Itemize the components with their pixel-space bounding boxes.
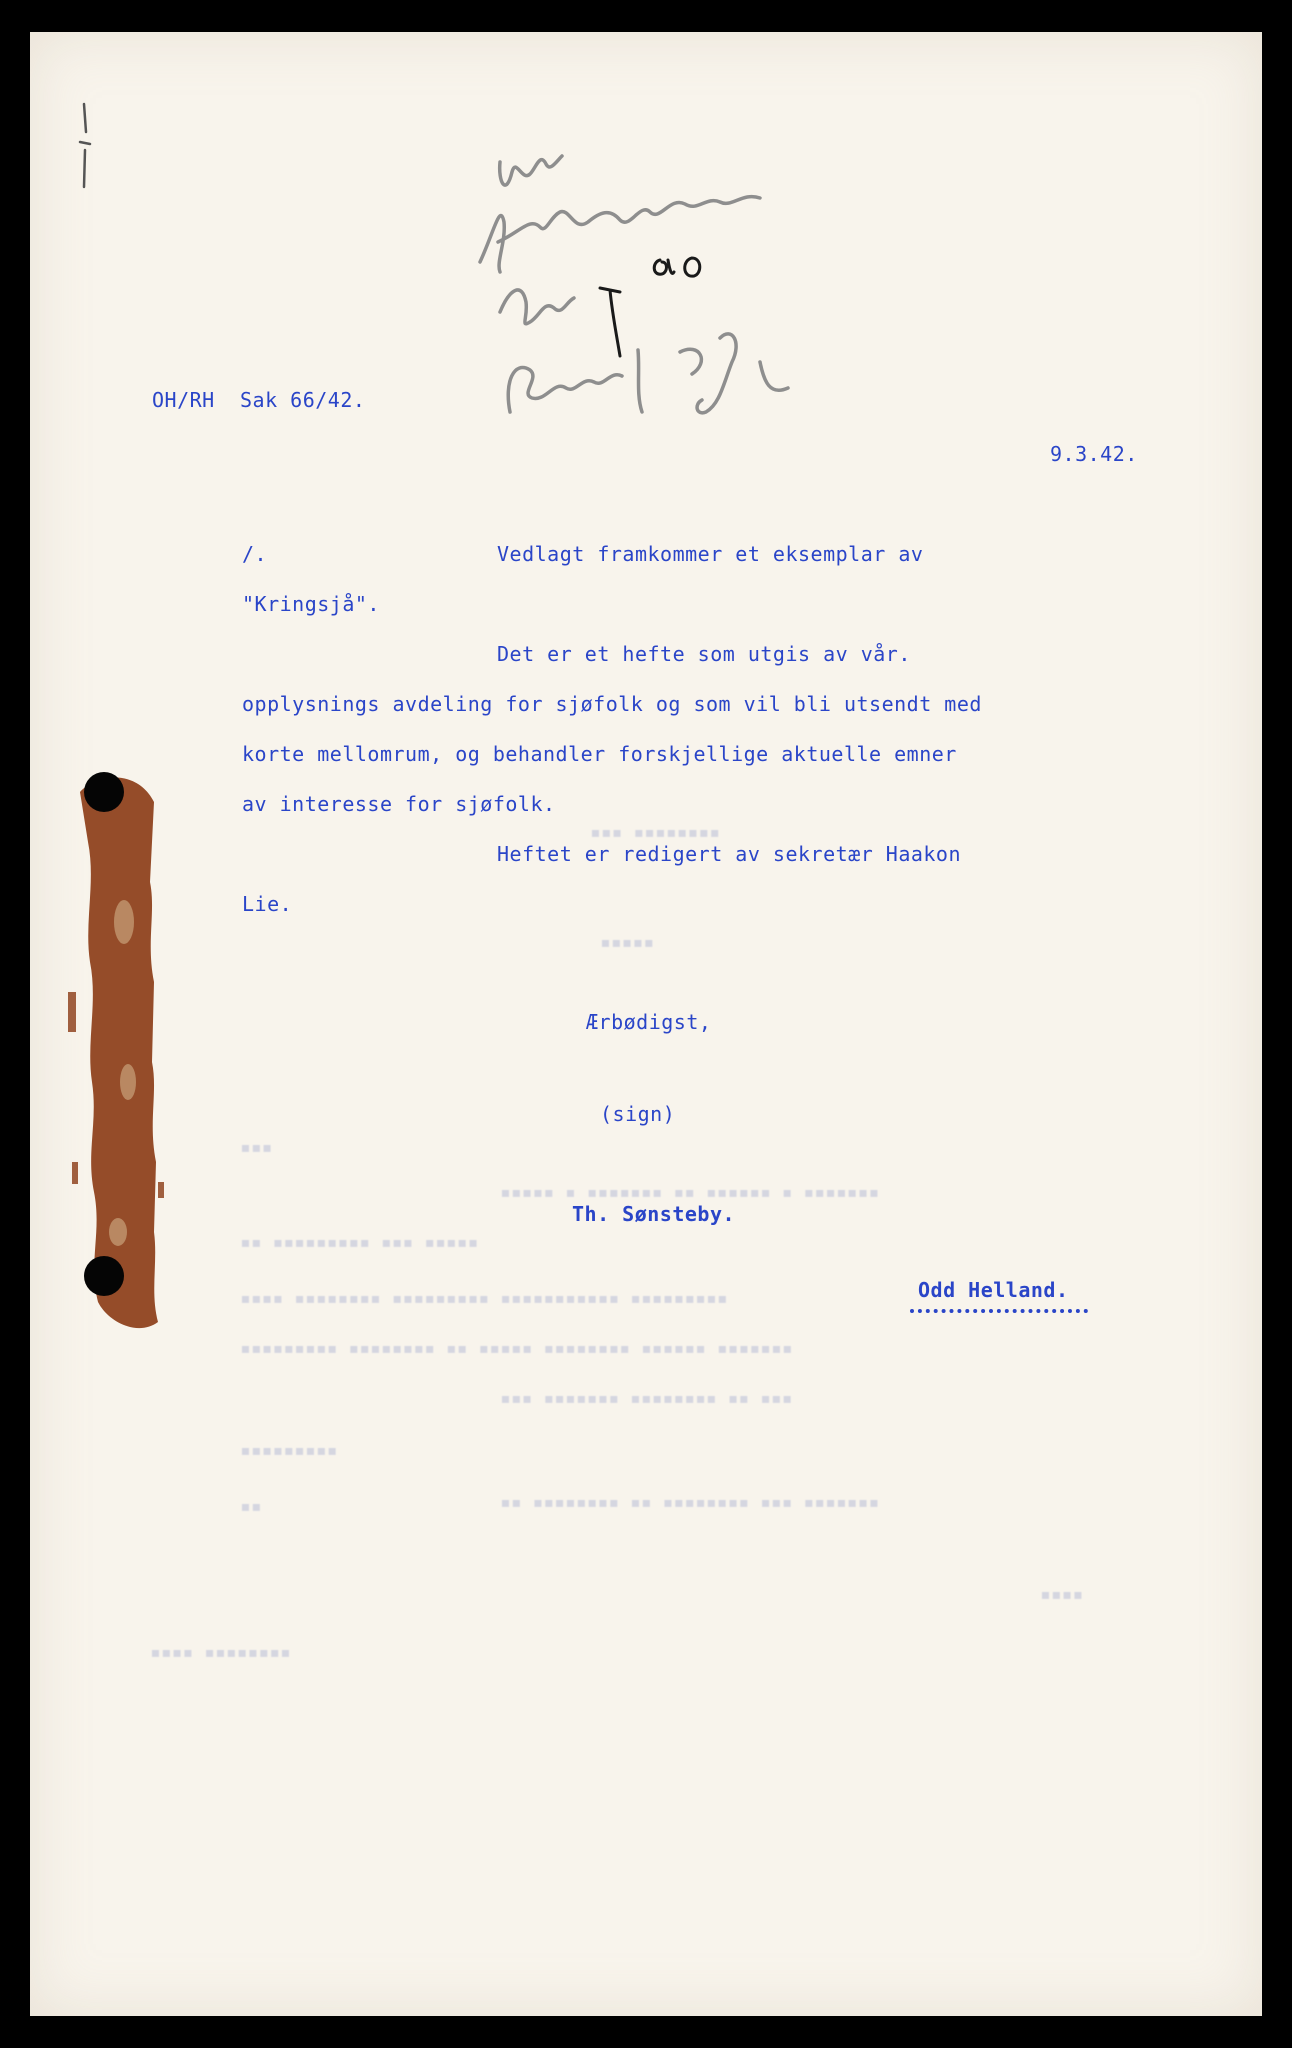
case-number: Sak 66/42. bbox=[240, 388, 366, 412]
sign-note: (sign) bbox=[600, 1102, 676, 1126]
typist-name: Odd Helland. bbox=[918, 1278, 1069, 1302]
body-line: korte mellomrum, og behandler forskjellige aktuelle emner bbox=[242, 742, 957, 766]
bleed-through-text: ▪▪▪▪▪ ▪ ▪▪▪▪▪▪▪ ▪▪ ▪▪▪▪▪▪ ▪ ▪▪▪▪▪▪▪ bbox=[500, 1182, 880, 1203]
bleed-through-text: ▪▪▪ ▪▪▪▪▪▪▪ ▪▪▪▪▪▪▪▪ ▪▪ ▪▪▪ bbox=[500, 1388, 793, 1409]
typist-name-underline bbox=[910, 1309, 1088, 1313]
handwritten-annotation-drawing bbox=[470, 112, 830, 442]
bleed-through-text: ▪▪▪▪▪▪▪▪▪ ▪▪▪▪▪▪▪▪ ▪▪ ▪▪▪▪▪ ▪▪▪▪▪▪▪▪ ▪▪▪▪▪▪ ▪▪▪▪▪▪▪ bbox=[240, 1338, 793, 1359]
body-line: Vedlagt framkommer et eksemplar av bbox=[497, 542, 924, 566]
reference-initials: OH/RH bbox=[152, 388, 215, 412]
body-line: av interesse for sjøfolk. bbox=[242, 792, 556, 816]
attachment-mark: /. bbox=[242, 542, 268, 566]
letter-date: 9.3.42. bbox=[1050, 442, 1138, 466]
bleed-through-text: ▪▪ ▪▪▪▪▪▪▪▪▪ ▪▪▪ ▪▪▪▪▪ bbox=[240, 1232, 479, 1253]
body-line: Lie. bbox=[242, 892, 293, 916]
signatory-name: Th. Sønsteby. bbox=[572, 1202, 736, 1226]
bleed-through-text: ▪▪▪ bbox=[240, 1137, 273, 1158]
document-page bbox=[30, 32, 1262, 2016]
bleed-through-text: ▪▪ ▪▪▪▪▪▪▪▪ ▪▪ ▪▪▪▪▪▪▪▪ ▪▪▪ ▪▪▪▪▪▪▪ bbox=[500, 1492, 880, 1513]
body-line: Det er et hefte som utgis av vår. bbox=[497, 642, 911, 666]
margin-pencil-mark bbox=[70, 102, 100, 192]
bleed-through-text: ▪▪▪▪ bbox=[1040, 1584, 1084, 1605]
salutation: Ærbødigst, bbox=[586, 1010, 712, 1034]
rust-stain bbox=[58, 762, 168, 1342]
punch-hole-bottom bbox=[84, 1256, 124, 1296]
punch-hole-top bbox=[84, 772, 124, 812]
bleed-through-text: ▪▪▪▪▪▪▪▪▪ bbox=[240, 1440, 338, 1461]
body-line: Heftet er redigert av sekretær Haakon bbox=[497, 842, 962, 866]
bleed-through-text: ▪▪▪▪ ▪▪▪▪▪▪▪▪ ▪▪▪▪▪▪▪▪▪ ▪▪▪▪▪▪▪▪▪▪▪ ▪▪▪▪▪▪▪▪▪ bbox=[240, 1288, 728, 1309]
bleed-through-text: ▪▪▪ ▪▪▪▪▪▪▪▪ bbox=[590, 822, 721, 843]
bleed-through-text: ▪▪ bbox=[240, 1496, 262, 1517]
bleed-through-text: ▪▪▪▪ ▪▪▪▪▪▪▪▪ bbox=[150, 1642, 291, 1663]
body-line: opplysnings avdeling for sjøfolk og som vil bli utsendt med bbox=[242, 692, 982, 716]
bleed-through-text: ▪▪▪▪▪ bbox=[600, 932, 655, 953]
body-line: "Kringsjå". bbox=[242, 592, 380, 616]
